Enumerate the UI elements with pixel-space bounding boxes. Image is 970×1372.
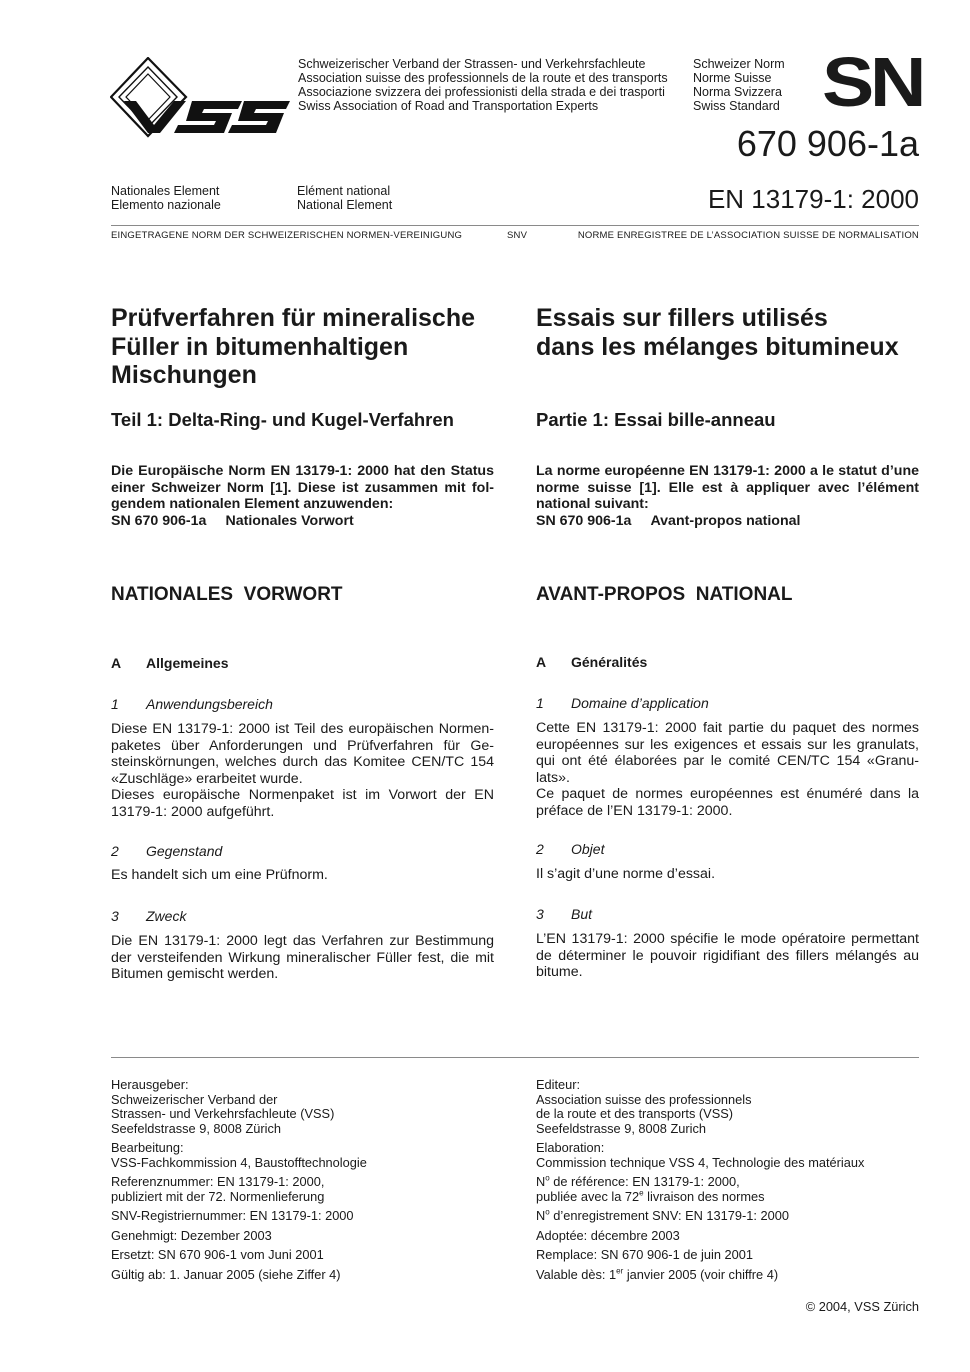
sub3-heading-fr — [536, 906, 919, 922]
publisher-line: Association suisse des professionnels — [536, 1091, 752, 1107]
sub2-heading-de — [111, 843, 494, 859]
association-line: Swiss Association of Road and Transportation Experts — [298, 99, 599, 113]
sub1-text-de — [111, 721, 494, 820]
sub-number: 3 — [536, 906, 544, 922]
registered-snv: SNV — [507, 230, 528, 241]
section-title-fr: AVANT-PROPOS NATIONAL — [536, 584, 793, 605]
editing-label: Bearbeitung: — [111, 1140, 184, 1155]
section-title-de: NATIONALES VORWORT — [111, 584, 343, 605]
title-de — [111, 304, 494, 390]
sub-number: 3 — [111, 908, 119, 924]
sub2-text-fr: Il s’agit d’une norme d’essai. — [536, 866, 716, 882]
reference-text: publiée avec la 72 — [536, 1188, 640, 1204]
title-line: Mischungen — [111, 361, 257, 389]
publisher-line: Seefeldstrasse 9, 8008 Zürich — [111, 1120, 282, 1136]
valid-text: janvier 2005 (voir chiffre 4) — [623, 1266, 779, 1282]
section-a-fr — [536, 654, 919, 670]
vss-logo-text: VSS — [110, 57, 113, 58]
association-names — [298, 57, 688, 113]
copyright: © 2004, VSS Zürich — [805, 1299, 919, 1314]
footer-fr — [536, 1078, 926, 1287]
norm-type-line: Norma Svizzera — [693, 85, 782, 99]
reference-text: livraison des normes — [643, 1188, 765, 1204]
sub3-text-de: Die EN 13179-1: 2000 legt das Verfahren zur Bestimmung der versteifenden Wirkung mineralischer Füller fest, die mit Bitumen gemischt werden. — [111, 933, 494, 982]
publisher-block — [536, 1078, 926, 1136]
valid-from: Gültig ab: 1. Januar 2005 (siehe Ziffer 4) — [111, 1266, 341, 1282]
paragraph: Cette EN 13179-1: 2000 fait partie du paquet des normes européennes sur les exigences et essais sur les granulats, qui ont été élaborées par le comité CEN/TC 154 «Granulats». — [536, 720, 919, 786]
sub-number: 2 — [536, 841, 544, 857]
reference-text: de référence: EN 13179-1: 2000, — [549, 1174, 740, 1189]
paragraph: Ce paquet de normes européennes est énuméré dans la préface de l’EN 13179-1: 2000. — [536, 786, 919, 819]
editing-value: Commission technique VSS 4, Technologie des matériaux — [536, 1154, 865, 1170]
association-line: Associazione svizzera dei professionisti della strada e dei trasporti — [298, 85, 665, 99]
national-element-label: Elemento nazionale — [111, 198, 221, 212]
section-letter: A — [536, 654, 547, 670]
superscript: o — [545, 1207, 550, 1217]
paragraph: Diese EN 13179-1: 2000 ist Teil des europäischen Normenpaketes über Anforderungen und Prüfverfahren für Gesteinskörnungen, welches durch das Komitee CEN/TC 154 «Zuschläge» erarbeitet wurde. — [111, 721, 494, 787]
superscript: o — [545, 1173, 550, 1183]
reference-text: N — [536, 1174, 546, 1189]
header-divider — [111, 225, 919, 226]
sub-heading: Gegenstand — [146, 843, 223, 859]
intro-ref-label: Nationales Vorwort — [225, 512, 354, 529]
snv-registration: SNV-Registriernummer: EN 13179-1: 2000 — [111, 1208, 354, 1223]
registered-fr: NORME ENREGISTREE DE L’ASSOCIATION SUISSE DE NORMALISATION — [577, 230, 919, 241]
sub1-heading-fr — [536, 695, 919, 711]
section-a-de — [111, 655, 494, 671]
reference-block — [536, 1175, 926, 1204]
title-fr — [536, 304, 919, 361]
national-element-label: National Element — [297, 198, 393, 212]
approved-date: Adoptée: décembre 2003 — [536, 1227, 680, 1243]
intro-ref-label: Avant-propos national — [650, 512, 801, 529]
association-line: Schweizerischer Verband der Strassen- und Verkehrsfachleute — [298, 57, 646, 71]
registration-text: d’enregistrement SNV: EN 13179-1: 2000 — [549, 1208, 789, 1223]
editing-block — [536, 1141, 926, 1170]
publisher-label: Editeur: — [536, 1077, 581, 1092]
intro-de — [111, 463, 494, 529]
footer-divider — [111, 1057, 919, 1058]
sub3-heading-de — [111, 908, 494, 924]
sub-number: 1 — [111, 696, 119, 712]
publisher-line: Schweizerischer Verband der — [111, 1091, 278, 1107]
en-number: EN 13179-1: 2000 — [707, 184, 919, 214]
paragraph: Dieses europäische Normenpaket ist im Vorwort der EN 13179-1: 2000 aufgeführt. — [111, 787, 494, 820]
registration-text: N — [536, 1208, 546, 1223]
reference-block — [111, 1175, 501, 1204]
intro-fr — [536, 463, 919, 529]
norm-number: 670 906-1a — [736, 123, 919, 164]
sub-number: 2 — [111, 843, 119, 859]
sub1-heading-de — [111, 696, 494, 712]
sn-logo: SN — [822, 43, 922, 121]
sub-number: 1 — [536, 695, 544, 711]
publisher-label: Herausgeber: — [111, 1077, 189, 1092]
publisher-line: Strassen- und Verkehrsfachleute (VSS) — [111, 1106, 335, 1121]
subtitle-fr: Partie 1: Essai bille-anneau — [536, 409, 776, 430]
title-line: Essais sur fillers utilisés — [536, 304, 828, 332]
national-element-label: Elément national — [297, 184, 391, 198]
replaces: Ersetzt: SN 670 906-1 vom Juni 2001 — [111, 1247, 324, 1262]
subtitle-de: Teil 1: Delta-Ring- und Kugel-Verfahren — [111, 409, 454, 430]
superscript: e — [639, 1188, 644, 1198]
sub-heading: Domaine d’application — [571, 695, 709, 711]
snv-registration — [536, 1209, 926, 1224]
footer-de — [111, 1078, 501, 1287]
national-element-right — [297, 184, 477, 212]
vss-logo — [110, 57, 290, 139]
reference-line: publiziert mit der 72. Normenlieferung — [111, 1188, 325, 1204]
sub-heading: Zweck — [146, 908, 187, 924]
norm-type-line: Schweizer Norm — [693, 57, 785, 71]
reference-line: Referenznummer: EN 13179-1: 2000, — [111, 1174, 325, 1189]
intro-ref-number: SN 670 906-1a — [111, 512, 207, 529]
norm-type-line: Swiss Standard — [693, 99, 780, 113]
intro-text: La norme européenne EN 13179-1: 2000 a le statut d’une norme suisse [1]. Elle est à appliquer avec l’élément national suivant: — [536, 463, 919, 512]
publisher-block — [111, 1078, 501, 1136]
sub1-text-fr — [536, 720, 919, 819]
section-letter: A — [111, 655, 122, 671]
editing-block — [111, 1141, 501, 1170]
sub3-text-fr: L’EN 13179-1: 2000 spécifie le mode opératoire permettant de déterminer le pouvoir rigidifiant des fillers mélangés au bitume. — [536, 931, 919, 980]
sub-heading: Anwendungsbereich — [146, 696, 273, 712]
superscript: er — [616, 1266, 624, 1276]
replaces: Remplace: SN 670 906-1 de juin 2001 — [536, 1247, 753, 1262]
section-heading: Allgemeines — [146, 655, 229, 671]
sub2-heading-fr — [536, 841, 919, 857]
association-line: Association suisse des professionnels de la route et des transports — [298, 71, 668, 85]
valid-from — [536, 1268, 926, 1283]
publisher-line: Seefeldstrasse 9, 8008 Zurich — [536, 1120, 707, 1136]
title-line: Füller in bitumenhaltigen — [111, 332, 409, 361]
sub-heading: But — [571, 906, 593, 922]
title-line: Prüfverfahren für mineralische — [111, 304, 476, 332]
intro-reference — [536, 513, 919, 530]
title-line: dans les mélanges bitumineux — [536, 332, 899, 361]
national-element-left — [111, 184, 291, 212]
sub-heading: Objet — [571, 841, 605, 857]
editing-label: Elaboration: — [536, 1140, 605, 1155]
editing-value: VSS-Fachkommission 4, Baustofftechnologie — [111, 1154, 367, 1170]
publisher-line: de la route et des transports (VSS) — [536, 1106, 734, 1121]
intro-text: Die Europäische Norm EN 13179-1: 2000 hat den Status einer Schweizer Norm [1]. Diese ist zusammen mit folgendem nationalen Element anzuwenden: — [111, 463, 494, 512]
valid-text: Valable dès: 1 — [536, 1266, 617, 1282]
approved-date: Genehmigt: Dezember 2003 — [111, 1227, 272, 1243]
intro-ref-number: SN 670 906-1a — [536, 512, 632, 529]
norm-type-line: Norme Suisse — [693, 71, 772, 85]
section-heading: Généralités — [571, 654, 648, 670]
registered-de: EINGETRAGENE NORM DER SCHWEIZERISCHEN NORMEN-VEREINIGUNG — [111, 230, 463, 241]
intro-reference — [111, 513, 494, 530]
national-element-label: Nationales Element — [111, 184, 220, 198]
sub2-text-de: Es handelt sich um eine Prüfnorm. — [111, 867, 328, 883]
